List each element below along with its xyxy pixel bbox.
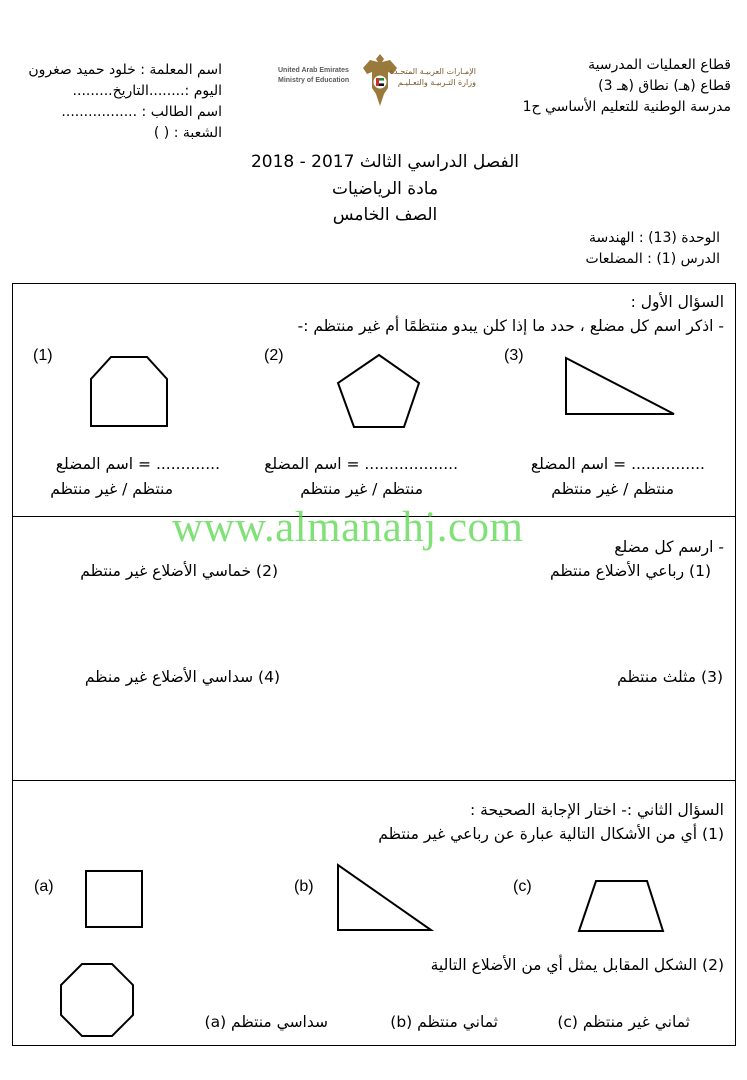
q2-heading: السؤال الثاني :- اختار الإجابة الصحيحة : <box>469 801 724 819</box>
student-name-field: اسم الطالب : ................. <box>61 104 222 120</box>
sector-line: قطاع العمليات المدرسية <box>588 57 731 73</box>
draw-item-4: (4) سداسي الأضلاع غير منظم <box>84 668 280 686</box>
unit-line: الوحدة (13) : الهندسة <box>589 230 720 246</box>
regular-choice-3: منتظم / غير منتظم <box>551 480 674 498</box>
shape-number-3: (3) <box>504 347 524 364</box>
regular-choice-1: منتظم / غير منتظم <box>50 480 173 498</box>
draw-item-2: (2) خماسي الأضلاع غير منتظم <box>80 562 278 580</box>
subject-title: مادة الرياضيات <box>331 179 439 199</box>
option-2c: ثماني غير منتظم (c) <box>557 1013 690 1031</box>
draw-instruction: - ارسم كل مضلع <box>614 538 724 556</box>
draw-item-3: (3) مثلث منتظم <box>617 668 723 686</box>
regular-octagon-shape <box>59 962 135 1038</box>
teacher-name: اسم المعلمة : خلود حميد صغرون <box>28 62 222 78</box>
option-b-triangle-shape <box>336 863 434 933</box>
watermark: www.almanahj.com <box>172 504 524 551</box>
q1-instruction: - اذكر اسم كل مضلع ، حدد ما إذا كلن يبدو منتظمًا أم غير منتظم :- <box>297 317 724 335</box>
shape-number-1: (1) <box>33 347 53 364</box>
header-right <box>471 55 731 118</box>
section-field: الشعبة : ( ) <box>153 125 222 141</box>
trapezoid-shape <box>577 879 665 933</box>
irregular-hexagon-shape <box>90 356 170 428</box>
option-2a: سداسي منتظم (a) <box>204 1013 328 1031</box>
grade-title: الصف الخامس <box>332 205 438 225</box>
option-b-label: (b) <box>294 878 314 895</box>
q2-question-2: (2) الشكل المقابل يمثل أي من الأضلاع التالية <box>430 956 724 974</box>
lesson-line: الدرس (1) : المضلعات <box>585 251 720 267</box>
regular-choice-2: منتظم / غير منتظم <box>300 480 423 498</box>
option-c-label: (c) <box>513 878 532 895</box>
logo-english: United Arab Emirates Ministry of Education <box>278 67 350 84</box>
polygon-name-line-3: ............... = اسم المضلع <box>530 455 705 473</box>
term-title: الفصل الدراسي الثالث 2017 - 2018 <box>250 152 520 172</box>
regular-pentagon-shape <box>336 353 422 429</box>
polygon-name-line-1: ............. = اسم المضلع <box>55 455 220 473</box>
logo-arabic: الإمـارات العربيـة المتحـدة وزارة التـربيـة والتعـليـم <box>389 67 476 87</box>
zone-line: قطاع (هـ) نطاق (هـ 3) <box>598 78 731 94</box>
option-a-label: (a) <box>34 878 54 895</box>
q2-question-1: (1) أي من الأشكال التالية عبارة عن رباعي غير منتظم <box>378 825 724 843</box>
square-shape <box>85 870 143 928</box>
header-left <box>12 60 222 144</box>
shape-number-2: (2) <box>264 347 284 364</box>
draw-item-1: (1) رباعي الأضلاع منتظم <box>550 562 711 580</box>
polygon-name-line-2: ................... = اسم المضلع <box>264 455 458 473</box>
ministry-logo <box>272 48 482 110</box>
right-triangle-shape <box>564 356 676 416</box>
school-line: مدرسة الوطنية للتعليم الأساسي ح1 <box>522 99 731 115</box>
q1-heading: السؤال الأول : <box>630 293 724 311</box>
day-date-field: اليوم :........التاريخ......... <box>72 83 222 99</box>
option-2b: ثماني منتظم (b) <box>390 1013 498 1031</box>
